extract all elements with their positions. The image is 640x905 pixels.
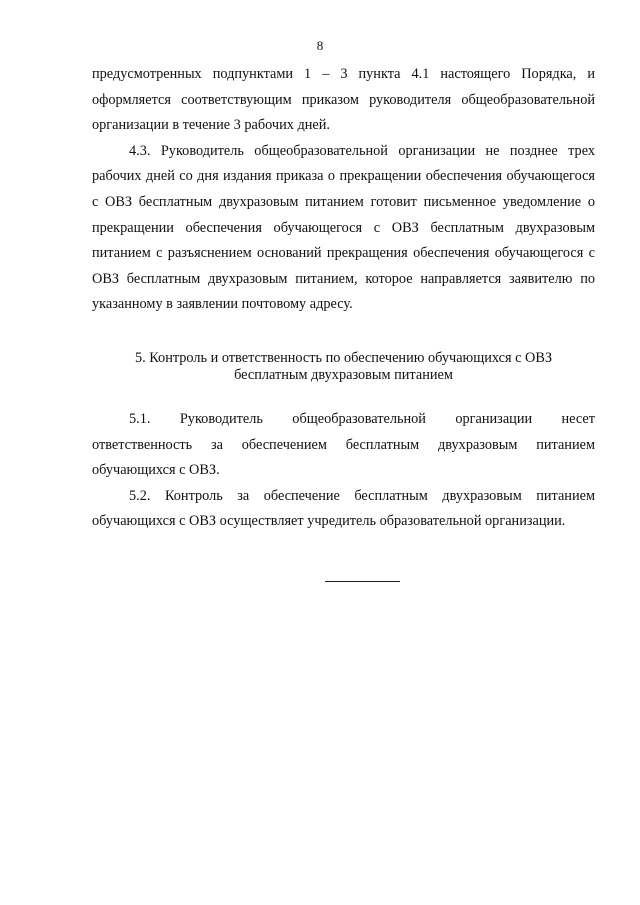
end-divider-line	[325, 581, 400, 582]
section-5-heading-line-1: 5. Контроль и ответственность по обеспечению обучающихся с ОВЗ	[134, 349, 553, 366]
paragraph-continuation: предусмотренных подпунктами 1 – 3 пункта 4.1 настоящего Порядка, и оформляется соответствующим приказом руководителя общеобразовательной организации в течение 3 рабочих дней.	[92, 66, 595, 134]
page-number: 8	[316, 38, 324, 53]
paragraph-5-2: 5.2. Контроль за обеспечение бесплатным двухразовым питанием обучающихся с ОВЗ осуществляет учредитель образовательной организации.	[92, 487, 595, 530]
paragraph-5-1: 5.1. Руководитель общеобразовательной организации несет ответственность за обеспечением бесплатным двухразовым питанием обучающихся с ОВЗ.	[92, 410, 595, 479]
section-5-heading-line-2: бесплатным двухразовым питанием	[234, 366, 453, 383]
section-5-heading	[92, 350, 595, 384]
paragraph-4-3: 4.3. Руководитель общеобразовательной организации не позднее трех рабочих дней со дня издания приказа о прекращении обеспечения обучающегося с ОВЗ бесплатным двухразовым питанием готовит письменное уведомление о прекращении обеспечения обучающегося с ОВЗ бесплатным двухразовым питанием с разъяснением оснований прекращения обеспечения обучающегося с ОВЗ бесплатным двухразовым питанием, которое направляется заявителю по указанному в заявлении почтовому адресу.	[92, 142, 595, 313]
document-body	[92, 62, 595, 535]
